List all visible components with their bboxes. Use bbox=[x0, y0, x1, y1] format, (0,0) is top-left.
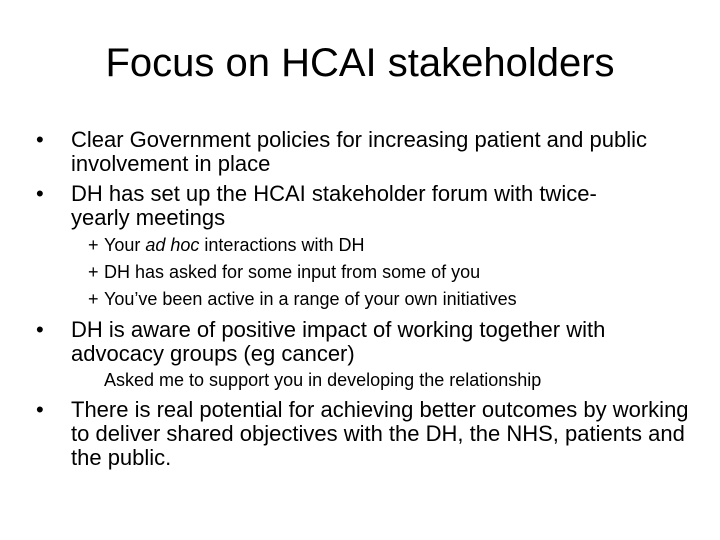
bullet-icon: • bbox=[36, 397, 44, 422]
bullet-text-line: DH has set up the HCAI stakeholder forum with twice- bbox=[71, 181, 597, 206]
bullet-item bbox=[35, 398, 695, 470]
bullet-item bbox=[35, 182, 695, 230]
bullet-icon: • bbox=[36, 181, 44, 206]
bullet-item bbox=[35, 318, 695, 366]
plus-icon: + bbox=[88, 289, 99, 309]
bullet-text bbox=[71, 182, 695, 230]
emphasis-text: ad hoc bbox=[145, 235, 200, 255]
bullet-item bbox=[35, 128, 695, 176]
bullet-icon: • bbox=[36, 127, 44, 152]
sub-list bbox=[88, 232, 688, 313]
bullet-text: DH is aware of positive impact of working together with advocacy groups (eg cancer) bbox=[71, 317, 606, 366]
bullet-text: There is real potential for achieving better outcomes by working to deliver shared objectives with the DH, the NHS, patients and the public. bbox=[71, 397, 689, 470]
sub-item-text: Your ad hoc interactions with DH bbox=[104, 235, 365, 255]
note-text: Asked me to support you in developing the relationship bbox=[104, 370, 542, 390]
sub-item-text: You’ve been active in a range of your own initiatives bbox=[104, 289, 517, 309]
slide-title: Focus on HCAI stakeholders bbox=[105, 41, 615, 85]
bullet-text: Clear Government policies for increasing patient and public involvement in place bbox=[71, 127, 647, 176]
sub-item bbox=[88, 232, 688, 259]
sub-item bbox=[88, 286, 688, 313]
sub-item-text: DH has asked for some input from some of you bbox=[104, 262, 481, 282]
bullet-text-line: yearly meetings bbox=[71, 205, 226, 230]
sub-item bbox=[88, 259, 688, 286]
plus-icon: + bbox=[88, 235, 99, 255]
bullet-icon: • bbox=[36, 317, 44, 342]
plus-icon: + bbox=[88, 262, 99, 282]
